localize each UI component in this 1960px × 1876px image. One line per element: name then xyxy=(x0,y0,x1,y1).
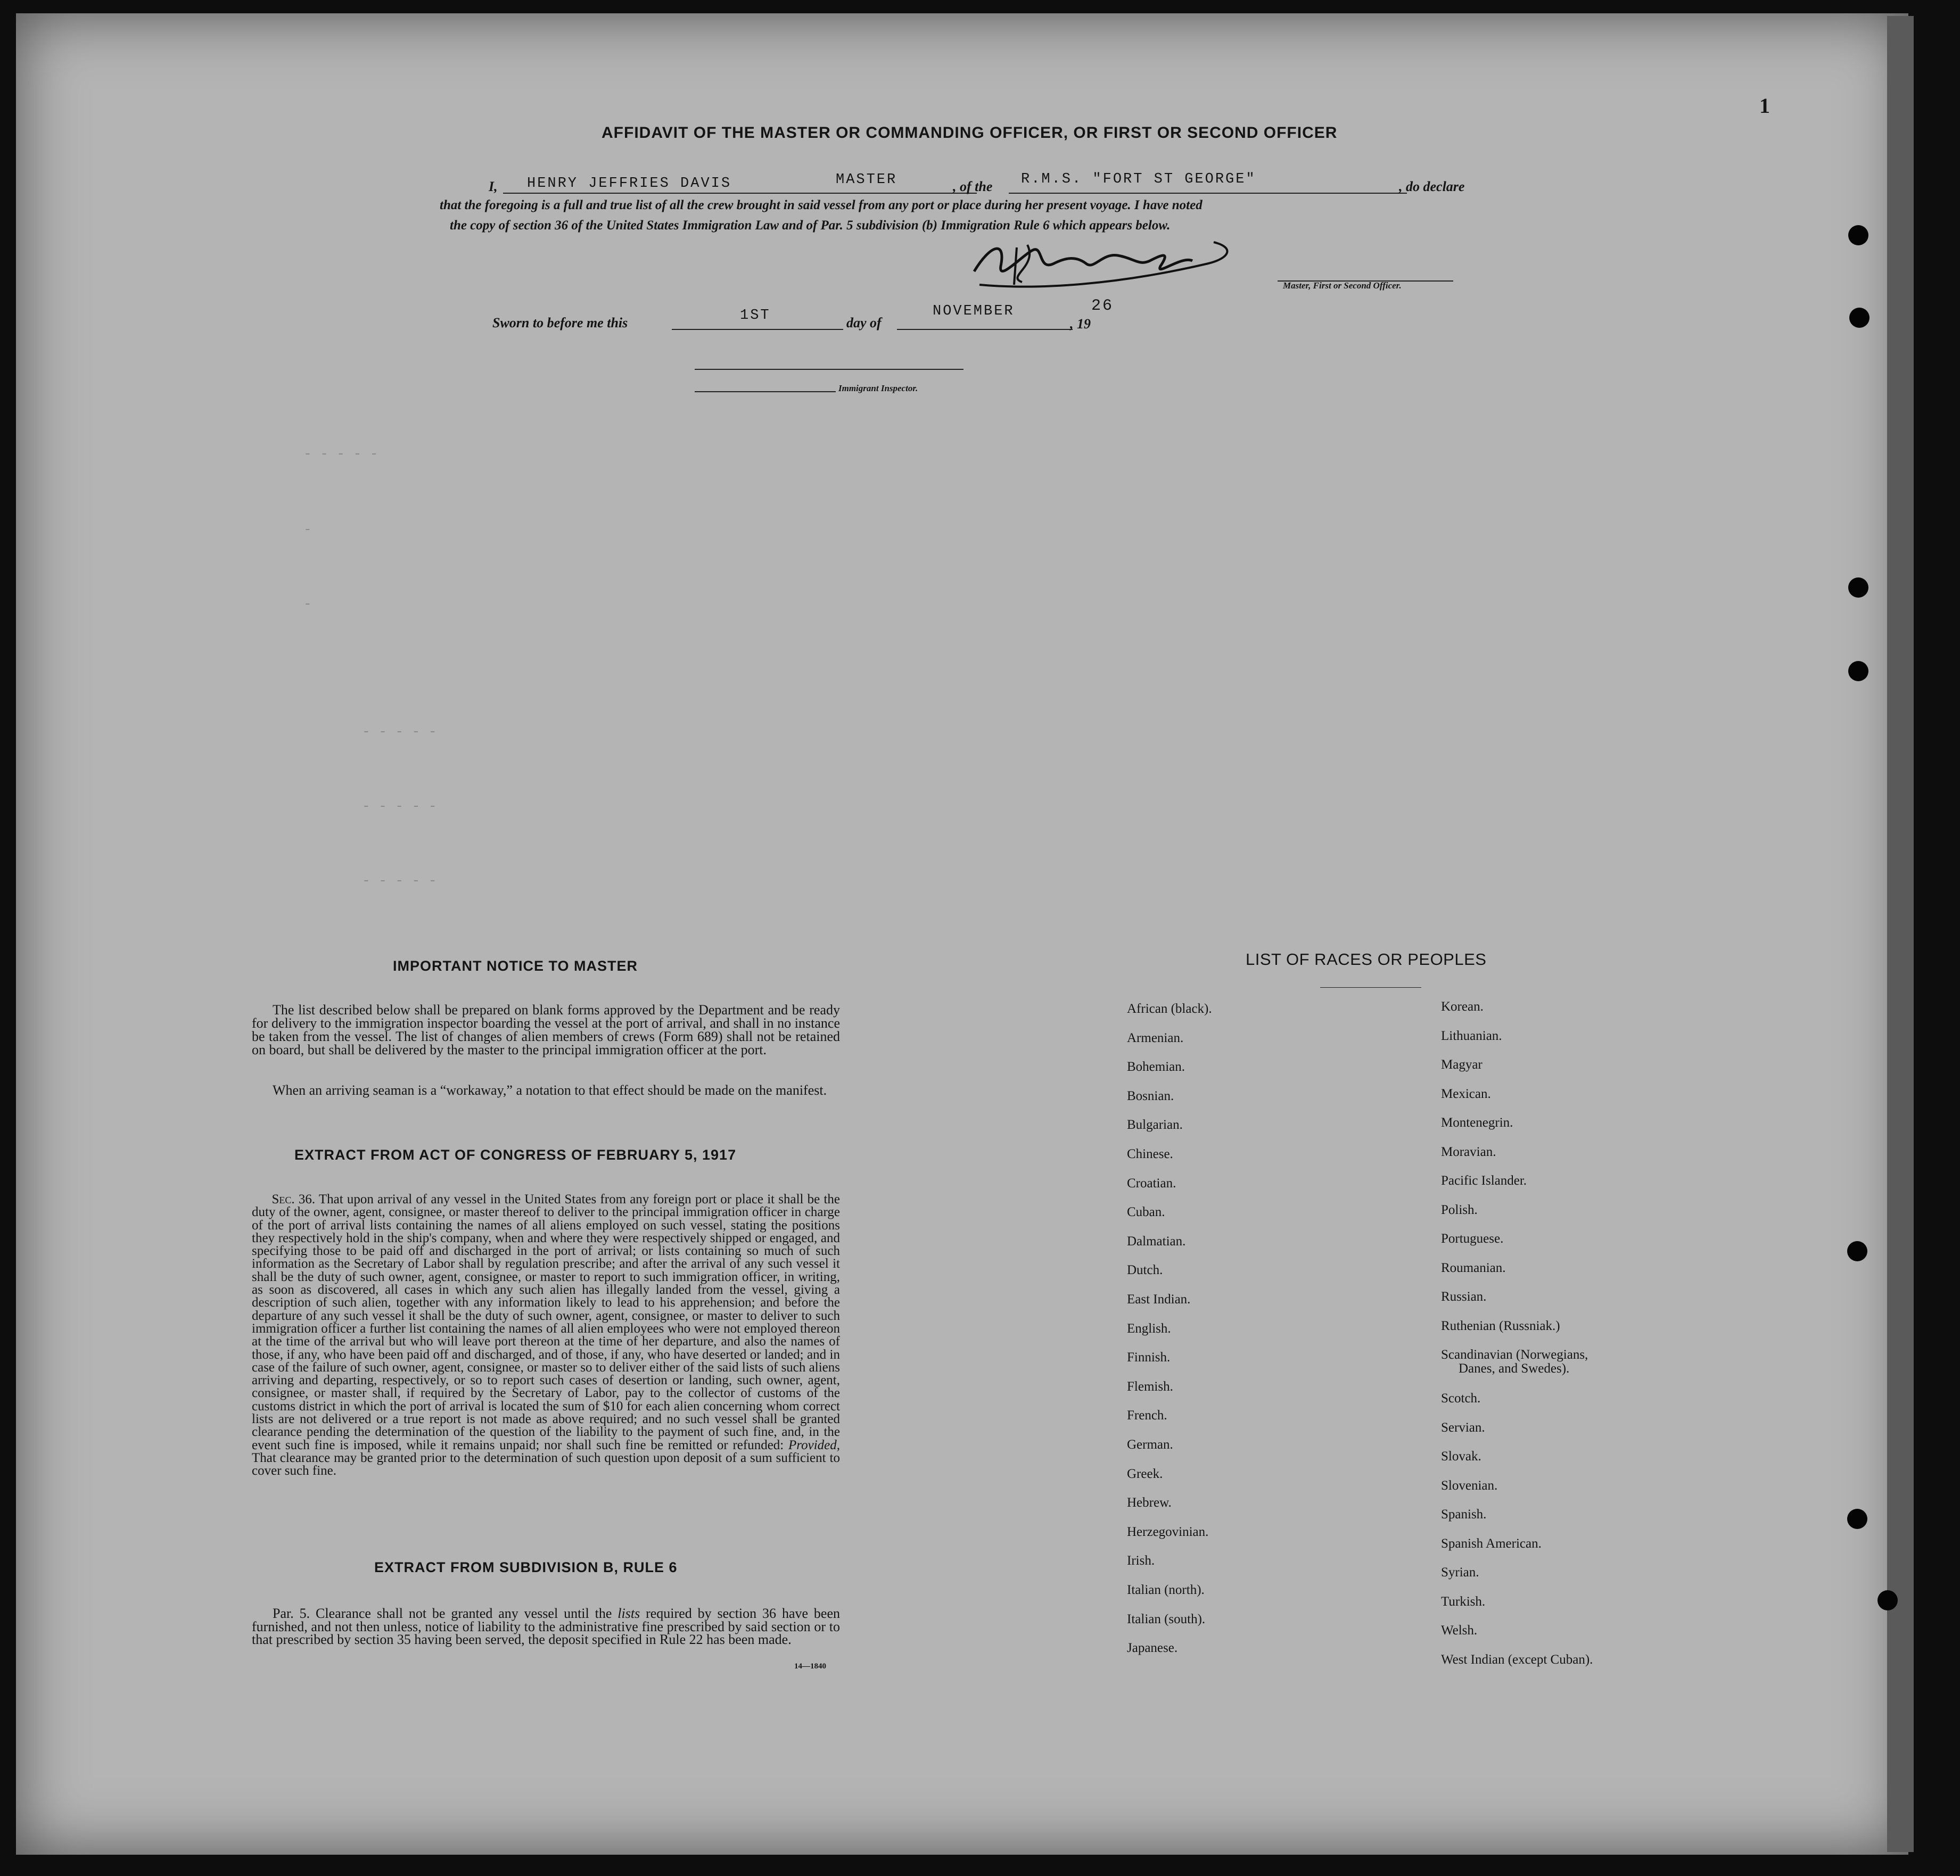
act-text xyxy=(252,1193,840,1478)
race-item: Moravian. xyxy=(1441,1144,1496,1159)
declarant-prefix: I, xyxy=(489,179,498,194)
month-line xyxy=(897,329,1073,330)
race-item: Spanish American. xyxy=(1441,1536,1542,1551)
race-item: Italian (north). xyxy=(1127,1583,1205,1597)
master-signature xyxy=(958,234,1256,293)
race-item: Irish. xyxy=(1127,1553,1155,1568)
notice-paragraph-2-text: When an arriving seaman is a “workaway,” a notation to that effect should be made on the manifest. xyxy=(273,1082,827,1098)
signature-caption: Master, First or Second Officer. xyxy=(1283,280,1402,291)
master-name: HENRY JEFFRIES DAVIS xyxy=(527,176,732,192)
race-item: Korean. xyxy=(1441,999,1484,1014)
rule-heading: EXTRACT FROM SUBDIVISION B, RULE 6 xyxy=(374,1559,678,1575)
race-item: West Indian (except Cuban). xyxy=(1441,1652,1593,1667)
act-body-end: That clearance may be granted prior to the determination of such question upon deposit of a sum sufficient to cover such fine. xyxy=(252,1450,840,1478)
binder-hole xyxy=(1848,577,1868,598)
sworn-month: NOVEMBER xyxy=(933,303,1015,319)
affidavit-line-3: the copy of section 36 of the United States Immigration Law and of Par. 5 subdivision (b) Immigration Rule 6 which appears below. xyxy=(450,218,1171,233)
race-item: Welsh. xyxy=(1441,1623,1478,1638)
sworn-year: 26 xyxy=(1091,297,1114,315)
race-item: East Indian. xyxy=(1127,1292,1191,1307)
race-item: Scandinavian (Norwegians, xyxy=(1441,1348,1588,1362)
binder-hole xyxy=(1877,1590,1898,1610)
race-item: German. xyxy=(1127,1437,1173,1452)
race-item: Roumanian. xyxy=(1441,1260,1506,1275)
race-item: English. xyxy=(1127,1321,1171,1336)
race-item: Polish. xyxy=(1441,1202,1478,1217)
race-item: Chinese. xyxy=(1127,1147,1173,1161)
notice-heading: IMPORTANT NOTICE TO MASTER xyxy=(393,958,638,974)
race-item: Flemish. xyxy=(1127,1379,1173,1394)
race-item: Servian. xyxy=(1441,1420,1485,1435)
race-item: Greek. xyxy=(1127,1466,1163,1481)
vessel-line xyxy=(1009,193,1407,194)
race-item: Italian (south). xyxy=(1127,1611,1206,1626)
binder-hole xyxy=(1847,1241,1867,1261)
rule-lists-word: lists xyxy=(617,1606,640,1621)
race-item: Cuban. xyxy=(1127,1205,1165,1220)
race-item: Herzegovinian. xyxy=(1127,1524,1209,1539)
form-number: 14—1840 xyxy=(794,1662,826,1671)
race-item: Montenegrin. xyxy=(1441,1115,1513,1130)
binder-hole xyxy=(1847,1509,1867,1529)
inspector-line xyxy=(695,391,836,392)
of-the-label: , of the xyxy=(953,179,993,194)
year-prefix: , 19 xyxy=(1070,316,1091,332)
race-item: Magyar xyxy=(1441,1057,1483,1072)
race-item: French. xyxy=(1127,1408,1167,1423)
inspector-line-top xyxy=(695,369,963,370)
race-item: Mexican. xyxy=(1441,1086,1491,1101)
race-item: Armenian. xyxy=(1127,1030,1184,1045)
notice-paragraph-2 xyxy=(252,1084,840,1097)
race-item: Bosnian. xyxy=(1127,1088,1174,1103)
race-item: Slovenian. xyxy=(1441,1478,1498,1493)
race-item: Pacific Islander. xyxy=(1441,1173,1527,1188)
inspector-caption: Immigrant Inspector. xyxy=(838,383,918,393)
act-provided: Provided, xyxy=(788,1437,840,1452)
race-item: Portuguese. xyxy=(1441,1232,1504,1246)
sworn-label: Sworn to before me this xyxy=(492,315,628,330)
act-body: That upon arrival of any vessel in the United States from any foreign port or place it shall be the duty of the owner, agent, consignee, or master thereof to deliver to the principal immigration officer in charge of the port of arrival lists containing the names of all aliens employed on such vessel, stating the positions they respectively hold in the ship's company, when and where they were respectively shipped or engaged, and specifying those to be paid off and discharged in the port of arrival; or lists containing so much of such information as the Secretary of Labor shall by regulation prescribe; and after the arrival of any such vessel it shall be the duty of such owner, agent, consignee, or master to report to such immigration officer, in writing, as soon as discovered, all cases in which any such alien has illegally landed from the vessel, giving a description of such alien, together with any information likely to lead to his apprehension; and before the departure of any such vessel it shall be the duty of such owner, agent, consignee, or master to deliver to such immigration officer a further list containing the names of all alien employees who were not employed thereon at the time of the arrival but who will leave port thereon at the time of her departure, and also the names of those, if any, who have been paid off and discharged, and of those, if any, who have deserted or landed; and in case of the failure of such owner, agent, consignee, or master so to deliver either of the said lists of such aliens arriving and departing, respectively, or so to report such cases of desertion or landing, such owner, agent, consignee, or master shall, if required by the Secretary of Labor, pay to the collector of customs of the customs district in which the port of arrival is located the sum of $10 for each alien concerning whom correct lists are not delivered or a true report is not made as above required; and no such vessel shall be granted clearance pending the determination of the question of the liability to the payment of such fine, and, in the event such fine is imposed, while it remains unpaid; nor shall such fine be remitted or refunded: xyxy=(252,1192,840,1452)
vessel-name: R.M.S. "FORT ST GEORGE" xyxy=(1021,171,1256,187)
race-item: Bulgarian. xyxy=(1127,1118,1183,1133)
declare-label: , do declare xyxy=(1399,179,1465,194)
race-item: Dutch. xyxy=(1127,1263,1163,1278)
race-item: Japanese. xyxy=(1127,1641,1178,1656)
binder-hole xyxy=(1848,225,1868,245)
race-item: Danes, and Swedes). xyxy=(1459,1361,1570,1376)
race-item: Syrian. xyxy=(1441,1565,1479,1580)
race-item: Scotch. xyxy=(1441,1391,1481,1406)
race-item: Dalmatian. xyxy=(1127,1234,1186,1249)
race-item: Lithuanian. xyxy=(1441,1028,1502,1043)
race-item: Ruthenian (Russniak.) xyxy=(1441,1318,1560,1333)
race-item: Bohemian. xyxy=(1127,1060,1185,1075)
day-line xyxy=(672,329,843,330)
act-heading: EXTRACT FROM ACT OF CONGRESS OF FEBRUARY 5, 1917 xyxy=(294,1147,737,1163)
declarant-line xyxy=(503,193,977,194)
notice-paragraph-1-text: The list described below shall be prepared on blank forms approved by the Department and be ready for delivery to the immigration inspector boarding the vessel at the port of arrival, and shall in no instance be taken from the vessel. The list of changes of alien members of crews (Form 689) shall not be retained on board, but shall be delivered by the master to the principal immigration officer at the port. xyxy=(252,1002,840,1057)
sheet-edge xyxy=(1887,16,1914,1852)
master-rank: MASTER xyxy=(836,172,897,188)
race-item: African (black). xyxy=(1127,1002,1212,1016)
notice-paragraph-1 xyxy=(252,1003,840,1056)
affidavit-line-2: that the foregoing is a full and true list of all the crew brought in said vessel from any port or place during her present voyage. I have noted xyxy=(440,198,1203,212)
races-heading-rule xyxy=(1320,987,1421,988)
binder-hole xyxy=(1848,661,1868,681)
binder-hole xyxy=(1849,308,1870,328)
race-item: Slovak. xyxy=(1441,1449,1481,1464)
race-item: Croatian. xyxy=(1127,1176,1176,1191)
page-number: 1 xyxy=(1759,94,1770,118)
rule-text-b: required by section 36 have been furnished, and not then unless, notice of liability to the administrative fine prescribed by said section or to that prescribed by section 35 having been served, the deposit specified in Rule 22 has been made. xyxy=(252,1606,840,1647)
race-item: Hebrew. xyxy=(1127,1495,1172,1510)
act-section-label: Sec. 36. xyxy=(271,1192,316,1206)
races-heading: LIST OF RACES OR PEOPLES xyxy=(1246,950,1487,969)
affidavit-heading: AFFIDAVIT OF THE MASTER OR COMMANDING OFFICER, OR FIRST OR SECOND OFFICER xyxy=(602,124,1338,142)
day-of-label: day of xyxy=(846,315,882,330)
rule-text-a: Par. 5. Clearance shall not be granted any vessel until the xyxy=(273,1606,612,1621)
race-item: Turkish. xyxy=(1441,1594,1486,1609)
race-item: Spanish. xyxy=(1441,1507,1487,1522)
sworn-day: 1ST xyxy=(740,308,771,324)
rule-text xyxy=(252,1607,840,1647)
race-item: Finnish. xyxy=(1127,1350,1171,1365)
race-item: Russian. xyxy=(1441,1290,1487,1304)
